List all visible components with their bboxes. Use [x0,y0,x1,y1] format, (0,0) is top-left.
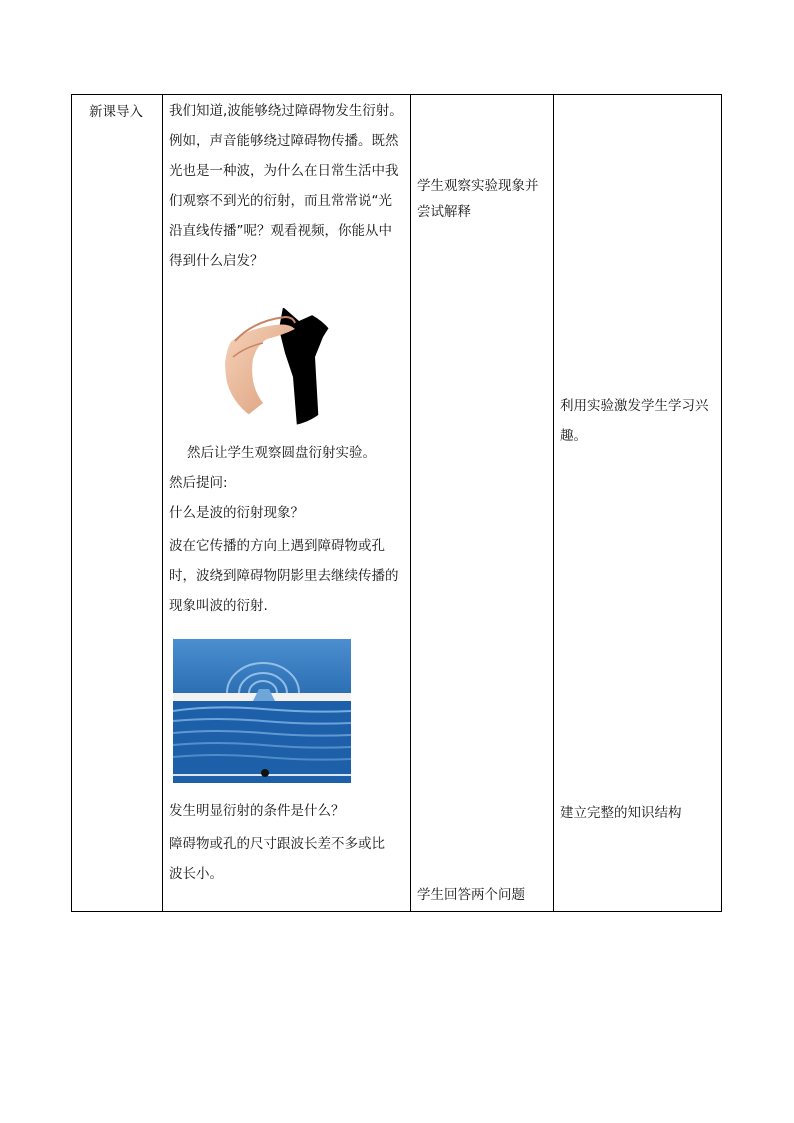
answer-diffraction: 波在它传播的方向上遇到障碍物或孔 时，波绕到障碍物阴影里去继续传播的 现象叫波的衍射. [169,538,399,614]
lesson-table [71,94,722,912]
question-conditions: 发生明显衍射的条件是什么？ [169,803,345,819]
section-column [72,95,163,911]
intent-motivation: 利用实验激发学生学习兴 趣。 [560,398,709,444]
water-wave-diffraction-image [173,639,351,783]
answer-conditions: 障碍物或孔的尺寸跟波长差不多或比 波长小。 [169,836,385,882]
student-activity-answer: 学生回答两个问题 [417,887,525,903]
student-column [411,95,554,911]
student-activity-observe: 学生观察实验现象并 尝试解释 [417,178,539,220]
question-diffraction: 什么是波的衍射现象？ [169,505,304,521]
intro-paragraph: 我们知道,波能够绕过障碍物发生衍射。 例如，声音能够绕过障碍物传播。既然 光也是一种波，为什么在日常生活中我 们观察不到光的衍射，而且常常说“光 沿直线传播”呢？观看视频，你能从中 得到什么启发？ [169,103,403,269]
intent-column [554,95,722,911]
then-ask-text: 然后提问: [169,475,228,491]
intent-knowledge-structure: 建立完整的知识结构 [560,805,682,821]
section-label: 新课导入 [89,104,143,120]
teacher-column [163,95,411,911]
hand-shadow-image [223,307,345,427]
disk-experiment-text: 然后让学生观察圆盘衍射实验。 [187,445,376,461]
